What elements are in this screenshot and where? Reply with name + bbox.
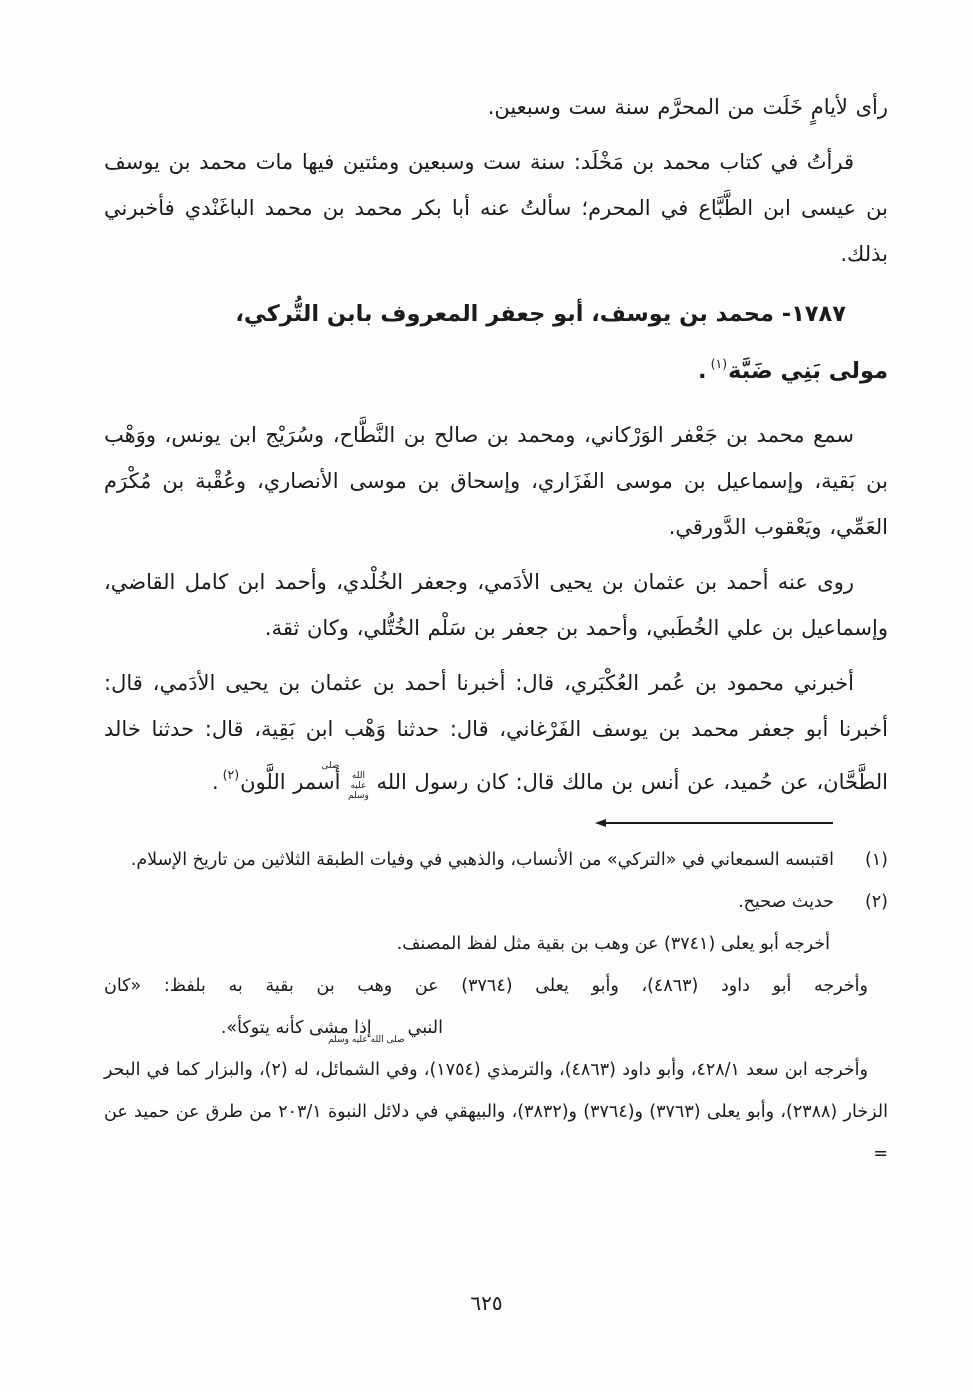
para-ibn-makhlad-quote: قرأتُ في كتاب محمد بن مَخْلَد: سنة ست وسبعين ومئتين فيها مات محمد بن يوسف بن عيسى ابن الطَّبَّاع في المحرم؛ سألتُ عنه أبا بكر محمد بن محمد الباغَنْدي فأخبرني بذلك. [104, 150, 888, 266]
page-number: ٦٢٥ [470, 1291, 503, 1315]
entry-heading-period: . [698, 358, 707, 384]
entry-heading-line2 [104, 339, 888, 396]
footnote-2-source-abu-yala: أخرجه أبو يعلى (٣٧٤١) عن وهب بن بقية مثل لفظ المصنف. [396, 934, 830, 954]
footnote-2-source-abu-dawud-line2 [104, 1007, 443, 1049]
separator-arrow-tip [595, 819, 606, 827]
para-teachers: سمع محمد بن جَعْفر الوَرْكاني، ومحمد بن صالح بن النَّطَّاح، وسُرَيْج ابن يونس، ووَهْب بن بَقية، وإسماعيل بن موسى الفَزَاري، وإسحاق بن موسى الأنصاري، وعُقْبة بن مُكْرَم العَمِّي، ويَعْقوب الدَّورقي. [104, 423, 888, 539]
footnote-2-grade: حديث صحيح. [738, 892, 834, 912]
footnote-2 [104, 881, 888, 923]
isnad-period: . [211, 770, 219, 794]
saw-honorific-mark-footnote: صلى الله عليه وسلم [328, 1035, 405, 1045]
footnote-2-source-abu-dawud-line1: وأخرجه أبو داود (٤٨٦٣)، وأبو يعلى (٣٧٦٤) عن وهب بن بقية به بلفظ: «كان [104, 976, 868, 996]
footnote-2-source-ibn-saad: وأخرجه ابن سعد ٤٢٨/١، وأبو داود (٤٨٦٣)، والترمذي (١٧٥٤)، وفي الشمائل، له (٢)، والبزار كما في البحر الزخار (٢٣٨٨)، وأبو يعلى (٣٧٦٣) و(٣٧٦٤) و(٣٨٣٢)، والبيهقي في دلائل النبوة ٢٠٣/١ من طرق عن حميد عن = [104, 1060, 888, 1164]
footnote-1 [104, 839, 888, 881]
footnote-1-marker: (١) [864, 850, 888, 870]
entry-heading-mawla: مولى بَنِي ضَبَّة [728, 358, 888, 384]
para-isnad-hadith [104, 660, 888, 805]
entry-heading [104, 289, 888, 396]
text-column [104, 84, 888, 1175]
para-narrators: روى عنه أحمد بن عثمان بن يحيى الأدَمي، وجعفر الخُلْدي، وأحمد ابن كامل القاضي، وإسماعيل بن علي الخُطَبي، وأحمد بن جعفر بن سَلْم الخُتُّلي، وكان ثقة. [104, 570, 888, 640]
isnad-text-end: أسمر اللَّون [240, 770, 341, 794]
quote-tail-start: النبي [407, 1018, 443, 1038]
separator-rule [606, 822, 833, 824]
footnote-separator [595, 819, 833, 827]
quote-tail-end: إذا مشى كأنه يتوكأ». [220, 1018, 372, 1038]
footnote-ref-2: (٢) [222, 767, 240, 782]
para-date-continuation: رأى لأيامٍ خَلَت من المحرَّم سنة ست وسبعين. [487, 95, 888, 119]
footnote-ref-1: (١) [710, 356, 728, 371]
footnote-2-marker: (٢) [864, 892, 888, 912]
footnotes-block [104, 839, 888, 1175]
isnad-text-start: أخبرني محمود بن عُمر العُكْبَري، قال: أخبرنا أحمد بن عثمان بن يحيى الأدَمي، قال: أخبرنا أبو جعفر محمد بن يوسف الفَرْغاني، قال: حدثنا وَهْب ابن بَقِية، قال: حدثنا خالد الطَّحَّان، عن حُميد، عن أنس بن مالك قال: كان رسول الله [104, 671, 888, 794]
footnote-1-text: اقتبسه السمعاني في «التركي» من الأنساب، والذهبي في وفيات الطبقة الثلاثين من تاريخ الإسلام. [130, 850, 834, 870]
saw-honorific-mark: صلى الله عليه وسلم [321, 761, 369, 801]
entry-heading-line1: ١٧٨٧- محمد بن يوسف، أبو جعفر المعروف بابن التُّركي، [235, 301, 846, 327]
